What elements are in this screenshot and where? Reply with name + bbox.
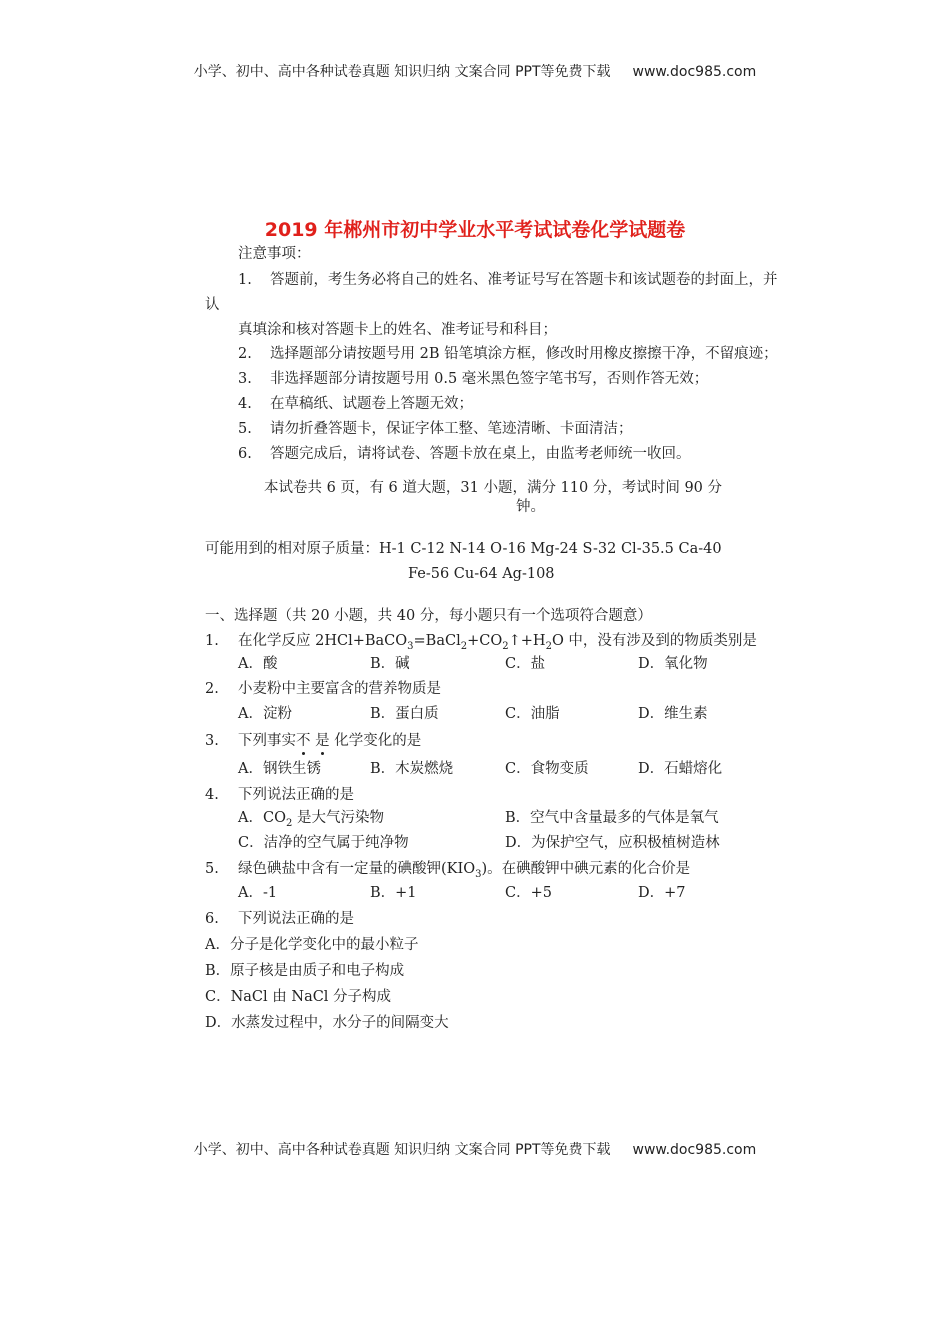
header-text: 小学、初中、高中各种试卷真题 知识归纳 文案合同 PPT等免费下载 <box>193 64 611 80</box>
q5-option-c: C．+5 <box>505 885 552 901</box>
page-header <box>0 61 950 81</box>
notice-num-6: 6. <box>238 446 252 462</box>
emphasis-dot-bu: 不 <box>296 733 311 749</box>
q6-option-d: D．水蒸发过程中，水分子的间隔变大 <box>205 1015 449 1031</box>
emphasis-dot-shi: 是 <box>315 733 330 749</box>
q2-num: 2. <box>205 681 219 697</box>
q2-option-a: A．淀粉 <box>238 706 292 722</box>
exam-title: 2019 年郴州市初中学业水平考试试卷化学试题卷 <box>264 219 686 241</box>
notice-item-2: 选择题部分请按题号用 2B 铅笔填涂方框，修改时用橡皮擦擦干净，不留痕迹； <box>270 346 778 362</box>
q3-option-a: A．钢铁生锈 <box>238 761 321 777</box>
q4-stem: 下列说法正确的是 <box>238 787 354 803</box>
q6-num: 6. <box>205 911 219 927</box>
q6-option-c: C．NaCl 由 NaCl 分子构成 <box>205 989 392 1005</box>
q1-option-b: B．碱 <box>370 656 410 672</box>
notice-item-3: 非选择题部分请按题号用 0.5 毫米黑色签字笔书写，否则作答无效； <box>270 371 709 387</box>
q4-num: 4. <box>205 787 219 803</box>
q2-option-d: D．维生素 <box>638 706 708 722</box>
notice-item-5: 请勿折叠答题卡，保证字体工整、笔迹清晰、卡面清洁； <box>270 421 633 437</box>
notice-item-1-cont2: 真填涂和核对答题卡上的姓名、准考证号和科目； <box>238 322 557 338</box>
notice-item-6: 答题完成后，请将试卷、答题卡放在桌上，由监考老师统一收回。 <box>270 446 691 462</box>
q6-stem: 下列说法正确的是 <box>238 911 354 927</box>
notice-num-4: 4. <box>238 396 252 412</box>
footer-site: www.doc985.com <box>632 1142 757 1158</box>
q2-option-b: B．蛋白质 <box>370 706 439 722</box>
notice-item-4: 在草稿纸、试题卷上答题无效； <box>270 396 473 412</box>
notice-num-3: 3. <box>238 371 252 387</box>
q4-option-c: C．洁净的空气属于纯净物 <box>238 835 409 851</box>
q1-option-a: A．酸 <box>238 656 278 672</box>
notice-item-1: 答题前，考生务必将自己的姓名、准考证号写在答题卡和该试题卷的封面上，并 <box>270 272 778 288</box>
q4-option-a: A．$CO_2$ 是大气污染物 <box>238 810 384 829</box>
q1-stem: 在化学反应 $2HCl+BaCO_3=BaCl_2+CO_2↑+H_2O$ 中，没有涉及到的物质类别是 <box>238 633 757 652</box>
q2-option-c: C．油脂 <box>505 706 560 722</box>
q3-option-c: C．食物变质 <box>505 761 589 777</box>
footer-text: 小学、初中、高中各种试卷真题 知识归纳 文案合同 PPT等免费下载 <box>193 1142 611 1158</box>
q3-option-d: D．石蜡熔化 <box>638 761 723 777</box>
q4-option-b: B．空气中含量最多的气体是氧气 <box>505 810 719 826</box>
q3-option-b: B．木炭燃烧 <box>370 761 454 777</box>
notice-heading: 注意事项： <box>238 246 311 262</box>
notice-num-1: 1. <box>238 272 252 288</box>
notice-num-5: 5. <box>238 421 252 437</box>
q6-option-a: A．分子是化学变化中的最小粒子 <box>205 937 419 953</box>
page-footer <box>0 1139 950 1159</box>
atomic-mass-line1: 可能用到的相对原子质量：H-1 C-12 N-14 O-16 Mg-24 S-32 Cl-35.5 Ca-40 <box>205 541 722 557</box>
q1-option-d: D．氧化物 <box>638 656 708 672</box>
q5-option-d: D．+7 <box>638 885 686 901</box>
notice-num-2: 2. <box>238 346 252 362</box>
summary-line1: 本试卷共 6 页，有 6 道大题，31 小题，满分 110 分，考试时间 90 分 <box>264 480 723 496</box>
atomic-mass-line2: Fe-56 Cu-64 Ag-108 <box>408 566 555 582</box>
q6-option-b: B．原子核是由质子和电子构成 <box>205 963 405 979</box>
q5-option-a: A．-1 <box>238 885 278 901</box>
header-site: www.doc985.com <box>632 64 757 80</box>
q3-stem: 下列事实不 是 化学变化的是 <box>238 733 422 749</box>
summary-line2: 钟。 <box>516 499 545 515</box>
q5-option-b: B．+1 <box>370 885 417 901</box>
q5-num: 5. <box>205 861 219 877</box>
q2-stem: 小麦粉中主要富含的营养物质是 <box>238 681 441 697</box>
notice-item-1-cont1: 认 <box>205 297 220 313</box>
section1-heading: 一、选择题（共 20 小题，共 40 分，每小题只有一个选项符合题意） <box>205 608 652 624</box>
q1-option-c: C．盐 <box>505 656 546 672</box>
q4-option-d: D．为保护空气，应积极植树造林 <box>505 835 720 851</box>
q1-num: 1. <box>205 633 219 649</box>
q3-num: 3. <box>205 733 219 749</box>
q5-stem: 绿色碘盐中含有一定量的碘酸钾$(KIO_3)$。在碘酸钾中碘元素的化合价是 <box>238 861 691 880</box>
